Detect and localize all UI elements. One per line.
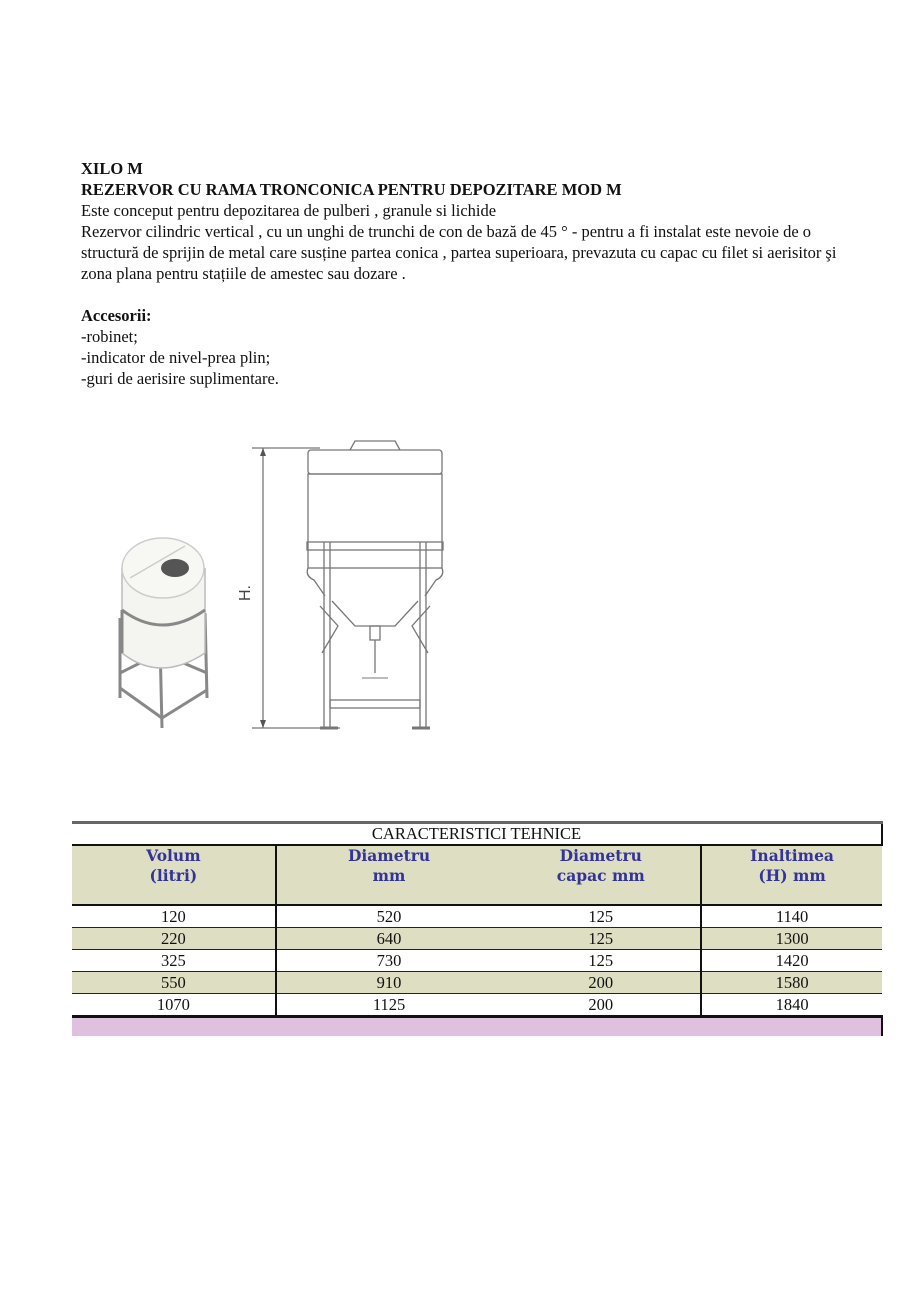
cell-height: 1840	[701, 994, 882, 1017]
cell-height: 1300	[701, 928, 882, 950]
accessory-item: -guri de aerisire suplimentare.	[81, 369, 279, 388]
column-header-height: Inaltimea (H) mm	[701, 845, 882, 905]
column-header-lid-diameter: Diametru capac mm	[501, 845, 701, 905]
dimension-label: H.	[237, 585, 254, 601]
cell-diameter: 640	[276, 928, 502, 950]
cell-diameter: 520	[276, 905, 502, 928]
cell-height: 1580	[701, 972, 882, 994]
cell-volume: 325	[72, 950, 276, 972]
tank-elevation-drawing	[252, 441, 443, 728]
column-header-diameter: Diametru mm	[276, 845, 502, 905]
product-figures	[100, 428, 480, 748]
document-title: XILO M	[81, 159, 143, 178]
table-title: CARACTERISTICI TEHNICE	[72, 823, 882, 846]
table-row	[72, 972, 882, 994]
paragraph-description: Rezervor cilindric vertical , cu un unghi de trunchi de con de bază de 45 ° - pentru a fi instalat este nevoie de o structură de sprijin de metal care susține partea conica , partea superioara, prevazuta cu capac cu filet si aerisitor şi zona plana pentru stațiile de amestec sau dozare .	[81, 222, 837, 283]
table-header-row	[72, 845, 882, 905]
cell-lid-diameter: 125	[501, 950, 701, 972]
paragraph-intro: Este conceput pentru depozitarea de pulberi , granule si lichide	[81, 201, 497, 220]
column-header-volume: Volum (litri)	[72, 845, 276, 905]
accessory-item: -robinet;	[81, 327, 138, 346]
cell-height: 1140	[701, 905, 882, 928]
cell-lid-diameter: 200	[501, 994, 701, 1017]
cell-diameter: 1125	[276, 994, 502, 1017]
cell-height: 1420	[701, 950, 882, 972]
cell-diameter: 910	[276, 972, 502, 994]
accessory-item: -indicator de nivel-prea plin;	[81, 348, 271, 367]
cell-lid-diameter: 125	[501, 905, 701, 928]
cell-volume: 1070	[72, 994, 276, 1017]
cell-volume: 220	[72, 928, 276, 950]
cell-volume: 550	[72, 972, 276, 994]
table-footer-band	[72, 1017, 882, 1037]
table-row	[72, 994, 882, 1017]
cell-lid-diameter: 125	[501, 928, 701, 950]
tank-isometric-illustration	[120, 538, 207, 728]
document-subtitle: REZERVOR CU RAMA TRONCONICA PENTRU DEPOZITARE MOD M	[81, 180, 622, 199]
table-row	[72, 928, 882, 950]
accessories-heading: Accesorii:	[81, 306, 152, 325]
table-row	[72, 905, 882, 928]
document-text	[81, 158, 861, 389]
technical-specs-table	[72, 821, 883, 1036]
cell-volume: 120	[72, 905, 276, 928]
cell-diameter: 730	[276, 950, 502, 972]
cell-lid-diameter: 200	[501, 972, 701, 994]
table-row	[72, 950, 882, 972]
